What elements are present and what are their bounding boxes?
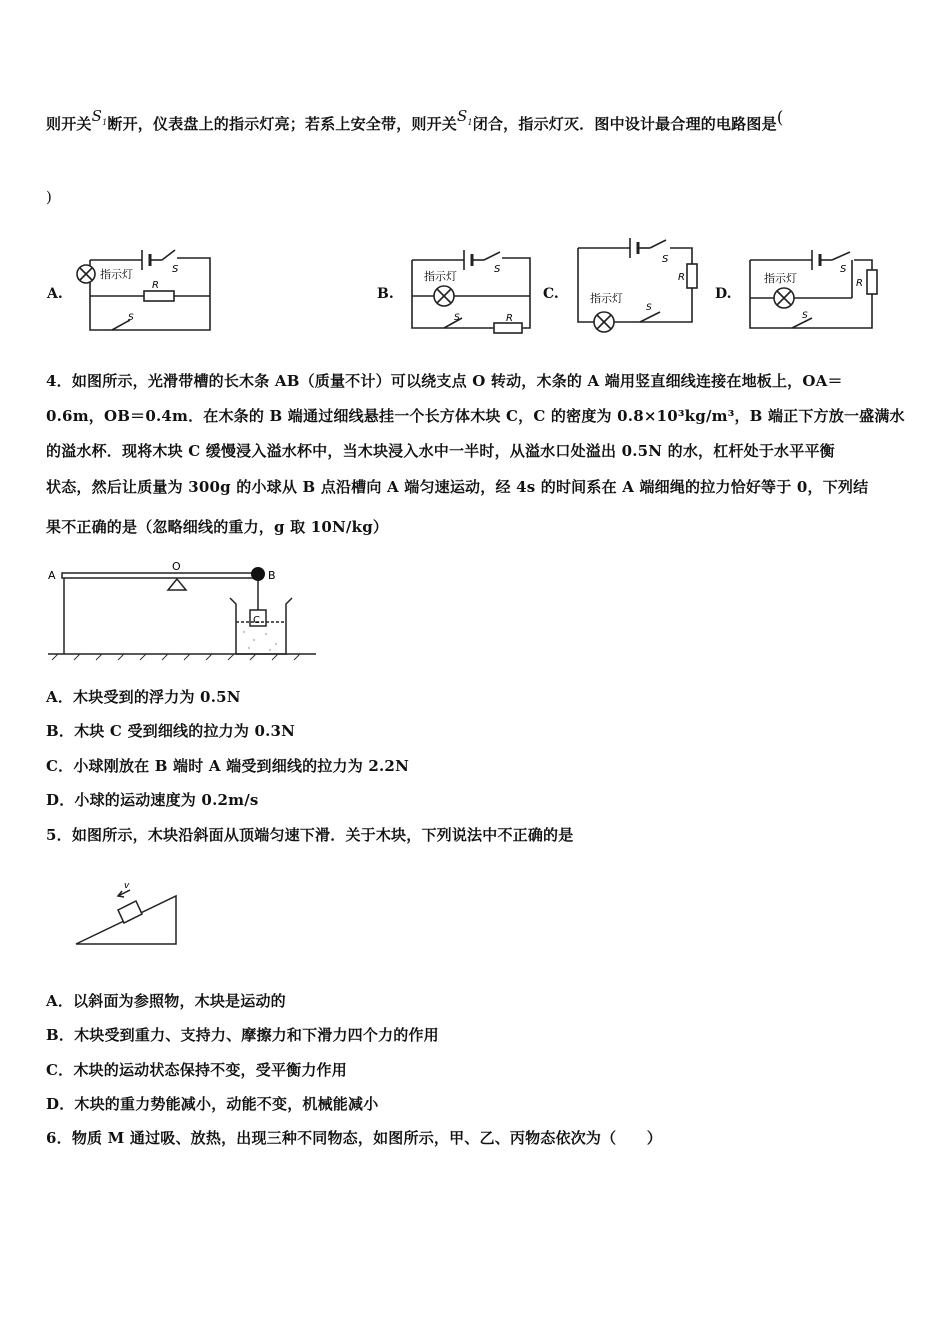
switch-symbol-letter: S	[91, 107, 103, 125]
s1-label: S	[646, 303, 652, 313]
circuit-diagram-c	[570, 234, 705, 334]
circuit-diagram-a	[72, 240, 217, 335]
q5-option-c: C．木块的运动状态保持不变，受平衡力作用	[46, 1061, 347, 1079]
s1-label: S	[128, 313, 134, 323]
switch-label: S	[172, 264, 179, 275]
q4-text-line5: 果不正确的是（忽略细线的重力，g 取 10N/kg）	[46, 518, 389, 536]
block-c-label: C	[253, 615, 260, 626]
s1-label: S	[454, 313, 460, 323]
q3-text-b: 断开，仪表盘上的指示灯亮；若系上安全带，则开关	[107, 115, 457, 133]
switch-symbol-letter: S	[457, 107, 468, 125]
q4-text-line2: 0.6m，OB＝0.4m．在木条的 B 端通过细线悬挂一个长方体木块 C，C 的密度为 0.8×10³kg/m³，B 端正下方放一盛满水	[46, 407, 905, 425]
switch-symbol-sub: 1	[467, 118, 473, 127]
circuit-diagram-b	[402, 240, 537, 335]
q5-option-d: D．木块的重力势能减小，动能不变，机械能减小	[46, 1095, 379, 1113]
q3-text-c: 闭合，指示灯灭．图中设计最合理的电路图是	[472, 115, 777, 133]
q3-paren-open: (	[776, 108, 784, 128]
switch-symbol-s1	[92, 107, 108, 125]
switch-label: S	[494, 264, 501, 275]
resistor-label: R	[152, 280, 159, 291]
lamp-label: 指示灯	[764, 272, 797, 285]
q3-option-b-label: B.	[377, 286, 394, 302]
resistor-label: R	[856, 278, 863, 289]
q6-text-line1: 6．物质 M 通过吸、放热，出现三种不同物态，如图所示，甲、乙、丙物态依次为（ ）	[46, 1129, 662, 1147]
q3-option-d-label: D.	[715, 286, 732, 302]
lamp-label: 指示灯	[590, 292, 623, 305]
switch-symbol-s1-second	[457, 107, 473, 125]
lamp-label: 指示灯	[100, 268, 133, 281]
q3-paren-close: )	[46, 188, 53, 206]
q3-option-c-label: C.	[543, 286, 559, 302]
s1-label: S	[802, 311, 808, 321]
resistor-label: R	[506, 313, 513, 324]
q4-text-line4: 状态，然后让质量为 300g 的小球从 B 点沿槽向 A 端匀速运动，经 4s 的时间系在 A 端细绳的拉力恰好等于 0，下列结	[46, 478, 869, 496]
velocity-label: v	[124, 881, 130, 891]
q5-option-a: A．以斜面为参照物，木块是运动的	[46, 992, 286, 1010]
q4-option-d: D．小球的运动速度为 0.2m/s	[46, 791, 259, 809]
lever-diagram	[44, 560, 324, 664]
q5-option-b: B．木块受到重力、支持力、摩擦力和下滑力四个力的作用	[46, 1026, 439, 1044]
point-b-label: B	[268, 569, 276, 582]
switch-label: S	[840, 264, 847, 275]
q4-text-line3: 的溢水杯．现将木块 C 缓慢浸入溢水杯中，当木块浸入水中一半时，从溢水口处溢出 0.5N 的水，杠杆处于水平平衡	[46, 442, 835, 460]
q3-text-a: 则开关	[46, 115, 92, 133]
point-o-label: O	[172, 560, 181, 573]
q3-text-line1	[46, 107, 784, 135]
resistor-label: R	[678, 272, 685, 283]
switch-label: S	[662, 254, 669, 265]
incline-diagram	[72, 878, 184, 950]
q4-text-line1: 4．如图所示，光滑带槽的长木条 AB（质量不计）可以绕支点 O 转动，木条的 A 端用竖直细线连接在地板上，OA＝	[46, 372, 843, 390]
switch-symbol-sub: 1	[102, 118, 108, 127]
q4-option-c: C．小球刚放在 B 端时 A 端受到细线的拉力为 2.2N	[46, 757, 409, 775]
circuit-diagram-d	[742, 240, 882, 335]
point-a-label: A	[48, 569, 56, 582]
lamp-label: 指示灯	[424, 270, 457, 283]
q5-text-line1: 5．如图所示，木块沿斜面从顶端匀速下滑．关于木块，下列说法中不正确的是	[46, 826, 574, 844]
q4-option-b: B．木块 C 受到细线的拉力为 0.3N	[46, 722, 296, 740]
q4-option-a: A．木块受到的浮力为 0.5N	[46, 688, 241, 706]
q3-option-a-label: A.	[47, 286, 63, 302]
